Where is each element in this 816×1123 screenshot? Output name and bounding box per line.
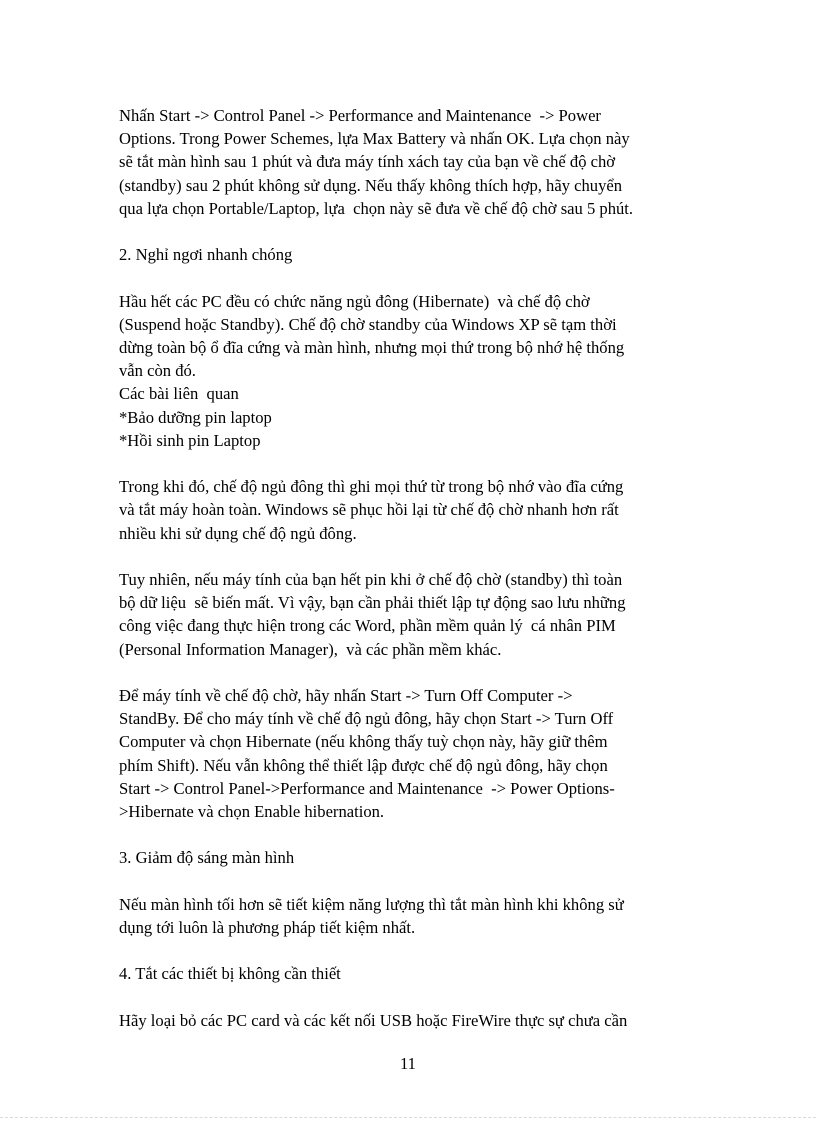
text-line: vẫn còn đó.: [119, 361, 196, 381]
text-line: >Hibernate và chọn Enable hibernation.: [119, 802, 385, 822]
text-line: dừng toàn bộ ổ đĩa cứng và màn hình, nhưng mọi thứ trong bộ nhớ hệ thống: [119, 338, 625, 357]
paragraph-gap: [119, 986, 699, 1009]
text-line: (Suspend hoặc Standby). Chế độ chờ standby của Windows XP sẽ tạm thời: [119, 314, 617, 334]
text-line: Các bài liên quan: [119, 384, 239, 404]
text-line: StandBy. Để cho máy tính về chế độ ngủ đông, hãy chọn Start -> Turn Off: [119, 709, 614, 729]
text-line: qua lựa chọn Portable/Laptop, lựa chọn này sẽ đưa về chế độ chờ sau 5 phút.: [119, 198, 634, 218]
paragraph-gap: [119, 823, 699, 846]
text-line: 3. Giảm độ sáng màn hình: [119, 848, 295, 868]
text-line: Options. Trong Power Schemes, lựa Max Battery và nhấn OK. Lựa chọn này: [119, 129, 630, 149]
paragraph-gap: [119, 266, 699, 289]
paragraph-gap: [119, 452, 699, 475]
paragraph-gap: [119, 220, 699, 243]
page-number: 11: [400, 1054, 416, 1073]
text-line: Tuy nhiên, nếu máy tính của bạn hết pin khi ở chế độ chờ (standby) thì toàn: [119, 570, 623, 589]
text-line: Nhấn Start -> Control Panel -> Performance and Maintenance -> Power: [119, 106, 601, 125]
paragraph-gap: [119, 870, 699, 893]
text-line: *Hồi sinh pin Laptop: [119, 430, 261, 450]
text-line: Hầu hết các PC đều có chức năng ngủ đông (Hibernate) và chế độ chờ: [119, 291, 590, 311]
text-line: và tắt máy hoàn toàn. Windows sẽ phục hồi lại từ chế độ chờ nhanh hơn rất: [119, 500, 619, 520]
text-line: (Personal Information Manager), và các phần mềm khác.: [119, 639, 502, 659]
text-line: bộ dữ liệu sẽ biến mất. Vì vậy, bạn cần phải thiết lập tự động sao lưu những: [119, 593, 626, 613]
text-line: Để máy tính về chế độ chờ, hãy nhấn Start -> Turn Off Computer ->: [119, 686, 573, 705]
text-line: Nếu màn hình tối hơn sẽ tiết kiệm năng lượng thì tắt màn hình khi không sử: [119, 894, 624, 914]
text-line: Trong khi đó, chế độ ngủ đông thì ghi mọi thứ từ trong bộ nhớ vào đĩa cứng: [119, 477, 624, 497]
text-line: (standby) sau 2 phút không sử dụng. Nếu thấy không thích hợp, hãy chuyển: [119, 175, 623, 195]
text-line: nhiều khi sử dụng chế độ ngủ đông.: [119, 523, 357, 543]
text-line: 4. Tắt các thiết bị không cần thiết: [119, 964, 341, 984]
page-bottom-divider: [0, 1117, 816, 1118]
paragraph-gap: [119, 939, 699, 962]
text-line: sẽ tắt màn hình sau 1 phút và đưa máy tính xách tay của bạn về chế độ chờ: [119, 152, 616, 172]
text-line: Computer và chọn Hibernate (nếu không thấy tuỳ chọn này, hãy giữ thêm: [119, 732, 608, 752]
text-line: Hãy loại bỏ các PC card và các kết nối USB hoặc FireWire thực sự chưa cần: [119, 1010, 628, 1030]
text-line: công việc đang thực hiện trong các Word, phần mềm quản lý cá nhân PIM: [119, 616, 616, 636]
text-line: *Bảo dưỡng pin laptop: [119, 407, 272, 427]
text-line: dụng tới luôn là phương pháp tiết kiệm nhất.: [119, 918, 416, 937]
text-line: Start -> Control Panel->Performance and Maintenance -> Power Options-: [119, 778, 615, 798]
text-line: phím Shift). Nếu vẫn không thể thiết lập được chế độ ngủ đông, hãy chọn: [119, 755, 608, 775]
body-text: [119, 104, 699, 1032]
paragraph-gap: [119, 661, 699, 684]
text-line: 2. Nghỉ ngơi nhanh chóng: [119, 245, 293, 265]
paragraph-gap: [119, 545, 699, 568]
